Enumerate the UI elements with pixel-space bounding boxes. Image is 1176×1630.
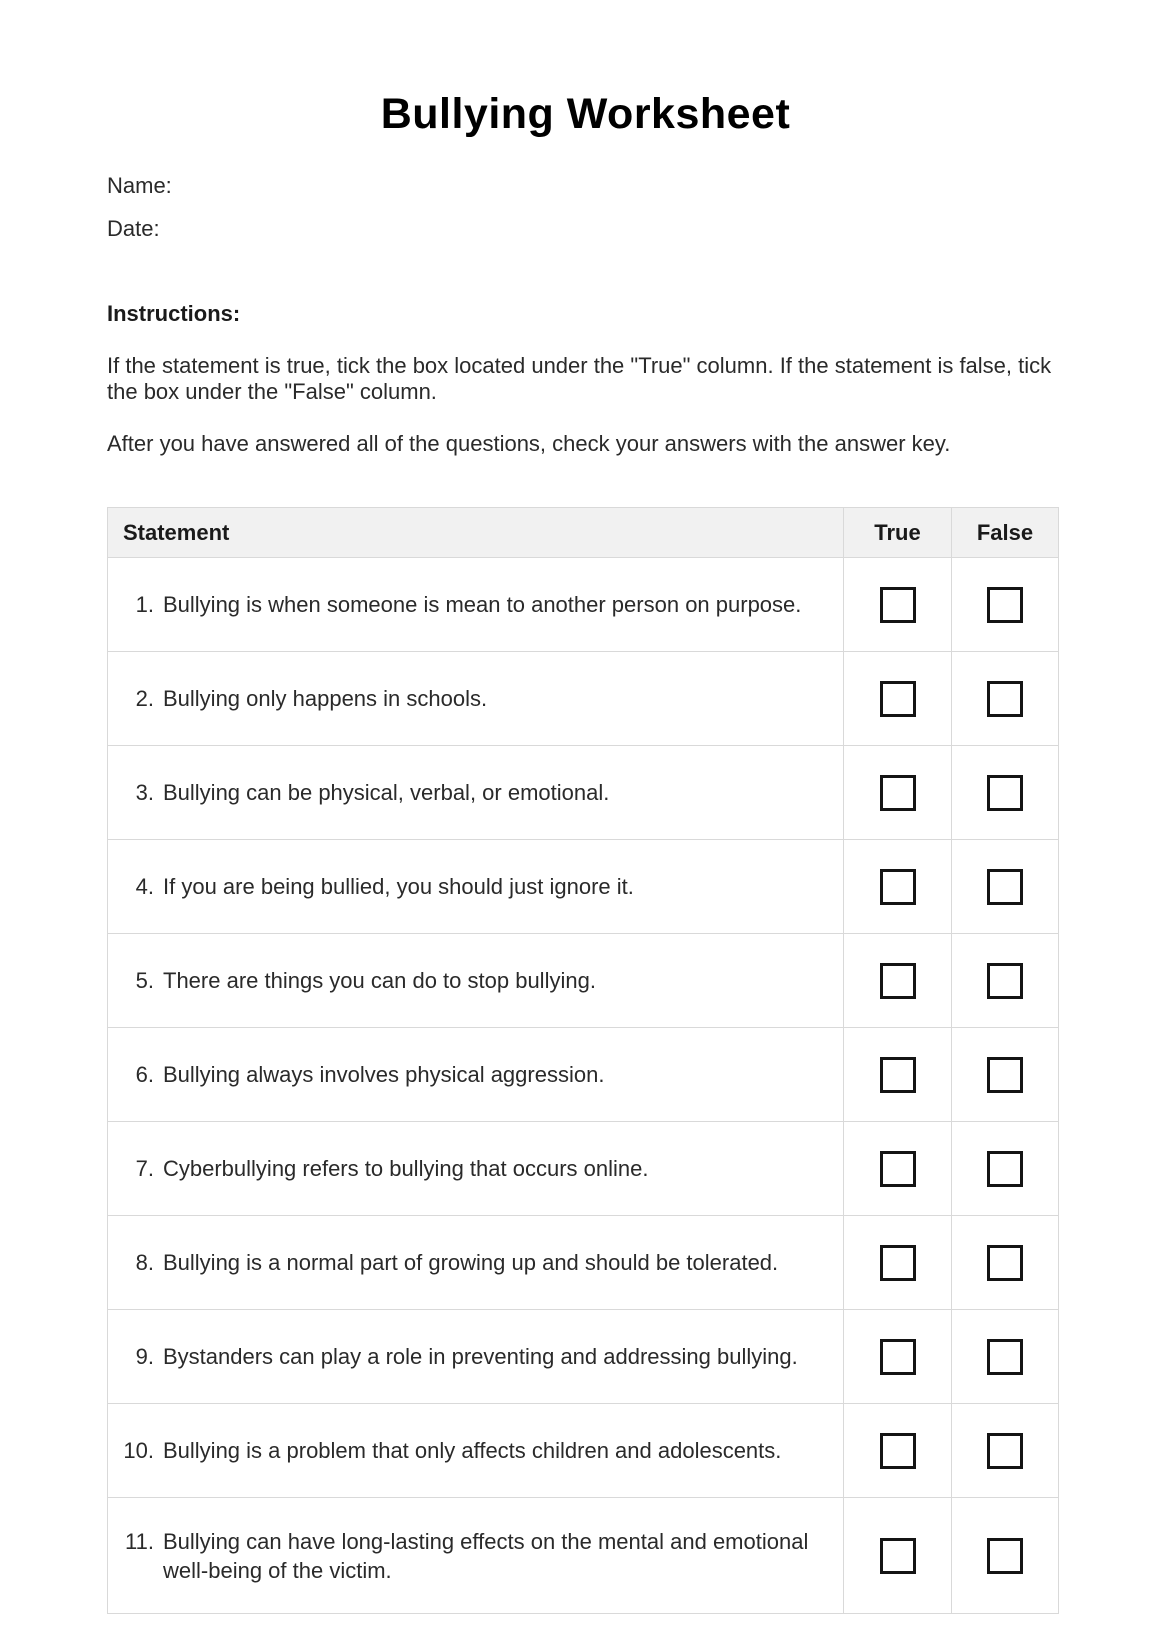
statement-text: Bystanders can play a role in preventing and addressing bullying. <box>163 1344 798 1369</box>
false-checkbox[interactable] <box>987 1245 1023 1281</box>
false-checkbox[interactable] <box>987 1339 1023 1375</box>
statement-number: 11. <box>125 1528 154 1554</box>
table-row <box>108 1028 1059 1122</box>
false-checkbox[interactable] <box>987 1433 1023 1469</box>
table-row <box>108 652 1059 746</box>
true-checkbox[interactable] <box>880 681 916 717</box>
false-cell <box>952 652 1059 746</box>
table-row <box>108 1122 1059 1216</box>
true-cell <box>844 558 952 652</box>
date-label: Date: <box>107 216 160 241</box>
false-cell <box>952 1310 1059 1404</box>
statement-number: 10. <box>123 1438 154 1463</box>
false-checkbox[interactable] <box>987 681 1023 717</box>
statement-cell <box>108 840 844 934</box>
true-false-table <box>107 507 1059 1614</box>
statement-text: If you are being bullied, you should just ignore it. <box>163 874 634 899</box>
false-checkbox[interactable] <box>987 587 1023 623</box>
false-checkbox[interactable] <box>987 963 1023 999</box>
true-checkbox[interactable] <box>880 1433 916 1469</box>
statement-text: There are things you can do to stop bullying. <box>163 968 596 993</box>
table-header <box>108 508 1059 558</box>
statement-cell <box>108 652 844 746</box>
statement-cell <box>108 1310 844 1404</box>
statement-number: 9. <box>135 1344 154 1369</box>
statement-number: 3. <box>135 780 154 805</box>
statement-text: Bullying can have long-lasting effects on the mental and emotional well-being of the victim. <box>163 1528 809 1583</box>
true-checkbox[interactable] <box>880 587 916 623</box>
table-row <box>108 1216 1059 1310</box>
true-checkbox[interactable] <box>880 869 916 905</box>
table-row <box>108 558 1059 652</box>
statement-text: Bullying always involves physical aggression. <box>163 1062 605 1087</box>
false-cell <box>952 840 1059 934</box>
false-cell <box>952 1216 1059 1310</box>
false-column-header: False <box>952 508 1059 558</box>
page-title: Bullying Worksheet <box>380 90 791 138</box>
date-field-row <box>107 215 1064 243</box>
instructions-heading: Instructions: <box>107 301 241 326</box>
table-body <box>108 558 1059 1614</box>
statement-number: 5. <box>135 968 154 993</box>
false-cell <box>952 558 1059 652</box>
statement-cell <box>108 1122 844 1216</box>
table-row <box>108 746 1059 840</box>
true-cell <box>844 1028 952 1122</box>
statement-cell <box>108 558 844 652</box>
false-cell <box>952 746 1059 840</box>
statement-cell <box>108 1404 844 1498</box>
name-field-row <box>107 172 1064 200</box>
instructions-paragraph-2: After you have answered all of the questions, check your answers with the answer key. <box>107 431 951 456</box>
true-checkbox[interactable] <box>880 1339 916 1375</box>
true-cell <box>844 746 952 840</box>
true-cell <box>844 1404 952 1498</box>
statement-number: 7. <box>135 1156 154 1181</box>
statement-cell <box>108 746 844 840</box>
statement-number: 4. <box>135 874 154 899</box>
statement-text: Bullying can be physical, verbal, or emotional. <box>163 780 610 805</box>
false-checkbox[interactable] <box>987 1151 1023 1187</box>
statement-text: Bullying is when someone is mean to another person on purpose. <box>163 592 802 617</box>
true-cell <box>844 1310 952 1404</box>
true-checkbox[interactable] <box>880 775 916 811</box>
true-cell <box>844 1122 952 1216</box>
statement-text: Bullying is a normal part of growing up and should be tolerated. <box>163 1250 779 1275</box>
statement-text: Cyberbullying refers to bullying that occurs online. <box>163 1156 649 1181</box>
true-cell <box>844 1216 952 1310</box>
statement-number: 6. <box>135 1062 154 1087</box>
false-cell <box>952 934 1059 1028</box>
table-row <box>108 840 1059 934</box>
name-label: Name: <box>107 173 172 198</box>
statement-cell <box>108 1028 844 1122</box>
worksheet-content <box>107 0 1064 1614</box>
table-row <box>108 1498 1059 1614</box>
true-checkbox[interactable] <box>880 1057 916 1093</box>
statement-text: Bullying is a problem that only affects children and adolescents. <box>163 1438 782 1463</box>
true-cell <box>844 934 952 1028</box>
table-row <box>108 1310 1059 1404</box>
table-row <box>108 934 1059 1028</box>
meta-fields <box>107 172 1064 243</box>
true-checkbox[interactable] <box>880 1151 916 1187</box>
true-checkbox[interactable] <box>880 1538 916 1574</box>
true-checkbox[interactable] <box>880 1245 916 1281</box>
false-checkbox[interactable] <box>987 1057 1023 1093</box>
true-cell <box>844 1498 952 1614</box>
true-cell <box>844 840 952 934</box>
false-cell <box>952 1028 1059 1122</box>
false-checkbox[interactable] <box>987 869 1023 905</box>
statement-cell <box>108 1498 844 1614</box>
table-row <box>108 1404 1059 1498</box>
false-cell <box>952 1122 1059 1216</box>
statement-number: 1. <box>135 592 154 617</box>
false-checkbox[interactable] <box>987 1538 1023 1574</box>
false-cell <box>952 1498 1059 1614</box>
true-column-header: True <box>844 508 952 558</box>
false-checkbox[interactable] <box>987 775 1023 811</box>
statement-cell <box>108 934 844 1028</box>
statement-number: 8. <box>135 1250 154 1275</box>
statement-cell <box>108 1216 844 1310</box>
true-cell <box>844 652 952 746</box>
false-cell <box>952 1404 1059 1498</box>
statement-text: Bullying only happens in schools. <box>163 686 488 711</box>
statement-number: 2. <box>135 686 154 711</box>
instructions-paragraph-1: If the statement is true, tick the box located under the "True" column. If the statement is false, tick the box under the "False" column. <box>107 353 1052 404</box>
true-checkbox[interactable] <box>880 963 916 999</box>
statement-column-header: Statement <box>108 508 844 558</box>
